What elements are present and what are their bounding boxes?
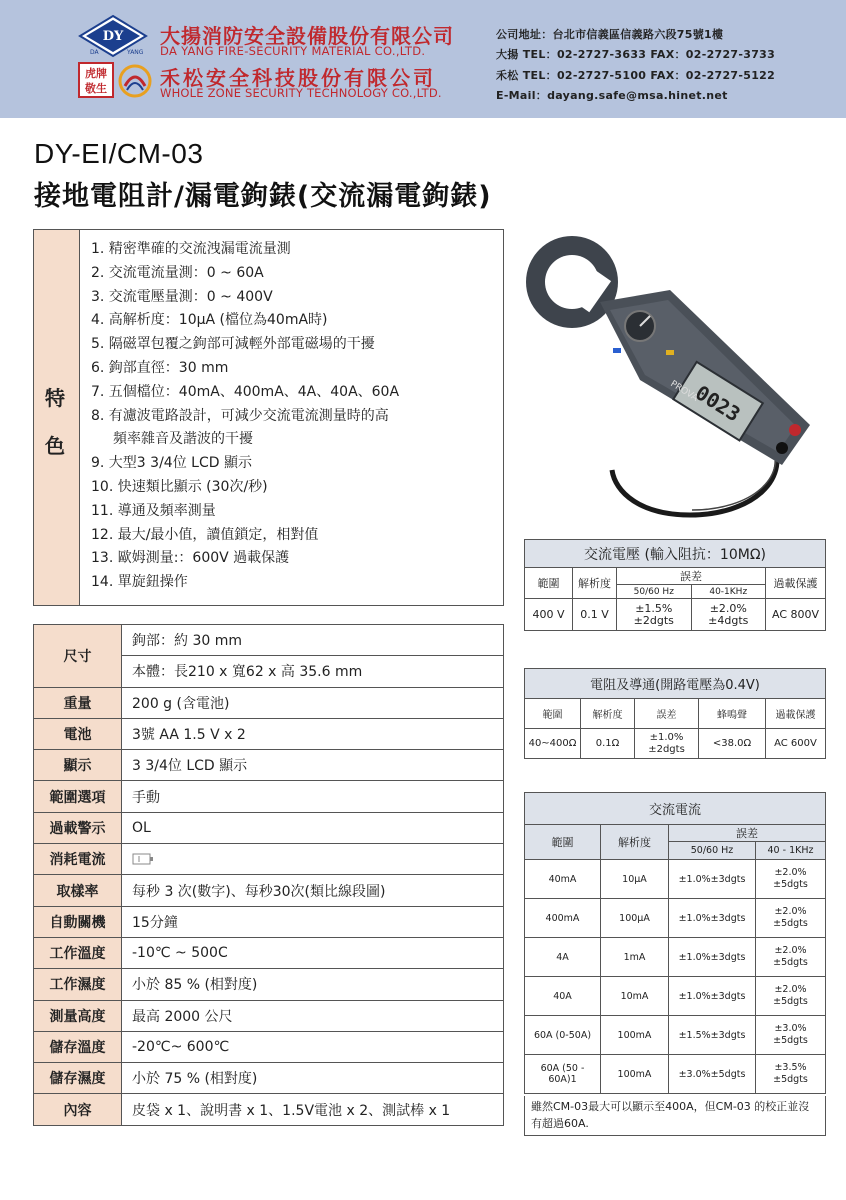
table-cell: 0.1Ω	[581, 729, 635, 759]
features-label-2: 色	[45, 434, 65, 458]
features-box	[33, 229, 504, 606]
spec-value: 200 g (含電池)	[122, 687, 504, 718]
table-cell: ±1.5%±3dgts	[669, 1016, 756, 1055]
model-number: DY-EI/CM-03	[34, 138, 204, 169]
spec-value: 3 3/4位 LCD 顯示	[122, 750, 504, 781]
dayang-phone: 大揚 TEL：02-2727-3633 FAX：02-2727-3733	[496, 48, 776, 61]
company-address: 公司地址：台北市信義區信義路六段75號1樓	[496, 28, 724, 41]
hesong-phone: 禾松 TEL：02-2727-5100 FAX：02-2727-5122	[496, 69, 776, 82]
spec-value: 15分鐘	[122, 906, 504, 937]
feature-item: 2. 交流電流量測：0 ~ 60A	[91, 264, 264, 281]
spec-row	[34, 844, 504, 875]
table-cell: ±3.5% ±5dgts	[756, 1055, 826, 1094]
spec-row	[34, 687, 504, 718]
col-header: 範圍	[525, 568, 573, 599]
table-cell: AC 600V	[766, 729, 826, 759]
tiger-seal-logo: 虎牌 敬生	[78, 62, 114, 98]
feature-item: 1. 精密準確的交流洩漏電流量測	[91, 241, 291, 257]
hesong-logo-icon	[117, 64, 153, 98]
product-title: 接地電阻計/漏電鉤錶(交流漏電鉤錶)	[34, 181, 492, 212]
table-cell: ±1.5% ±2dgts	[617, 599, 692, 631]
table-row	[525, 1055, 826, 1094]
features-label-1: 特	[45, 386, 65, 410]
ac-current-table	[524, 792, 826, 1094]
table-cell: 4A	[525, 938, 601, 977]
spec-row	[34, 969, 504, 1000]
spec-key: 取樣率	[34, 875, 122, 906]
spec-key: 測量高度	[34, 1000, 122, 1031]
spec-value: 小於 75 % (相對度)	[122, 1063, 504, 1094]
table-title-row	[525, 793, 826, 825]
table-header-row	[525, 699, 826, 729]
table-cell: ±1.0%±3dgts	[669, 938, 756, 977]
feature-item: 12. 最大/最小值，讀值鎖定，相對值	[91, 526, 319, 543]
col-header: 解析度	[581, 699, 635, 729]
spec-key: 儲存溫度	[34, 1031, 122, 1062]
spec-value: 每秒 3 次(數字)、每秒30次(類比線段圖)	[122, 875, 504, 906]
spec-value: 3號 AA 1.5 V x 2	[122, 718, 504, 749]
spec-key: 重量	[34, 687, 122, 718]
table-cell: 0.1 V	[573, 599, 617, 631]
table-cell: 100mA	[601, 1055, 669, 1094]
feature-item: 4. 高解析度：10μA (檔位為40mA時)	[91, 312, 328, 329]
spec-row	[34, 750, 504, 781]
col-header: 誤差	[635, 699, 699, 729]
col-header: 解析度	[601, 825, 669, 860]
table-cell: AC 800V	[766, 599, 826, 631]
spec-row	[34, 906, 504, 937]
spec-value: 手動	[122, 781, 504, 812]
table-row	[525, 938, 826, 977]
features-label-cell	[34, 230, 80, 605]
col-header: 過載保護	[766, 568, 826, 599]
spec-row	[34, 625, 504, 656]
table-title: 交流電壓 (輸入阻抗：10MΩ)	[525, 540, 826, 568]
table-cell: 1mA	[601, 938, 669, 977]
company-2-english: WHOLE ZONE SECURITY TECHNOLOGY CO.,LTD.	[160, 86, 442, 100]
feature-item: 14. 單旋鈕操作	[91, 574, 188, 591]
col-header: 40-1KHz	[691, 585, 765, 599]
table-cell: ±2.0% ±5dgts	[756, 977, 826, 1016]
table-cell: 60A (0-50A)	[525, 1016, 601, 1055]
table-cell: 10μA	[601, 860, 669, 899]
spec-row	[34, 1063, 504, 1094]
spec-value: -20℃~ 600℃	[122, 1031, 504, 1062]
spec-key: 工作溫度	[34, 937, 122, 968]
spec-key: 過載警示	[34, 812, 122, 843]
spec-key: 範圍選項	[34, 781, 122, 812]
dayang-logo-icon	[78, 14, 148, 58]
table-cell: ±1.0%±3dgts	[669, 899, 756, 938]
svg-text:0023: 0023	[691, 380, 745, 427]
feature-item: 13. 歐姆測量:：600V 過載保護	[91, 550, 290, 567]
svg-text:DA: DA	[90, 49, 99, 56]
col-header: 40 - 1KHz	[756, 842, 826, 860]
feature-item: 6. 鉤部直徑：30 mm	[91, 359, 229, 376]
spec-row	[34, 1031, 504, 1062]
feature-item: 11. 導通及頻率測量	[91, 502, 216, 519]
spec-row	[34, 812, 504, 843]
table-title: 電阻及導通(開路電壓為0.4V)	[525, 669, 826, 699]
battery-icon	[132, 853, 154, 865]
feature-item: 頻率雜音及諧波的干擾	[113, 431, 253, 448]
table-cell: 100mA	[601, 1016, 669, 1055]
svg-text:DY: DY	[102, 29, 124, 44]
ac-current-note: 雖然CM-03最大可以顯示至400A，但CM-03 的校正並沒有超過60A.	[524, 1096, 826, 1136]
table-header-row	[525, 568, 826, 585]
feature-item: 8. 有濾波電路設計，可減少交流電流測量時的高	[91, 407, 389, 424]
feature-item: 5. 隔磁罩包覆之鉤部可減輕外部電磁場的干擾	[91, 336, 375, 353]
table-title-row	[525, 540, 826, 568]
email: E-Mail：dayang.safe@msa.hinet.net	[496, 89, 728, 102]
table-row	[525, 860, 826, 899]
spec-value: OL	[122, 812, 504, 843]
table-cell: 40mA	[525, 860, 601, 899]
col-header: 蜂鳴聲	[699, 699, 766, 729]
letterhead	[0, 0, 846, 118]
feature-item: 10. 快速類比顯示 (30次/秒)	[91, 478, 268, 495]
spec-key: 顯示	[34, 750, 122, 781]
table-cell: ±1.0%±3dgts	[669, 860, 756, 899]
table-cell: ±2.0% ±5dgts	[756, 899, 826, 938]
table-row	[525, 977, 826, 1016]
company-2-name: 禾松安全科技股份有限公司	[160, 66, 436, 90]
spec-key: 尺寸	[34, 625, 122, 688]
table-cell: 100μA	[601, 899, 669, 938]
table-cell: ±3.0%±5dgts	[669, 1055, 756, 1094]
table-cell: 400mA	[525, 899, 601, 938]
spec-value: 皮袋 x 1、說明書 x 1、1.5V電池 x 2、測試棒 x 1	[122, 1094, 504, 1125]
spec-key: 自動關機	[34, 906, 122, 937]
table-cell: ±1.0%±3dgts	[669, 977, 756, 1016]
spec-key: 工作濕度	[34, 969, 122, 1000]
col-header: 50/60 Hz	[617, 585, 692, 599]
svg-text:YANG: YANG	[127, 49, 144, 56]
spec-row	[34, 1000, 504, 1031]
spec-key: 電池	[34, 718, 122, 749]
spec-row	[34, 718, 504, 749]
table-cell: 10mA	[601, 977, 669, 1016]
col-header: 50/60 Hz	[669, 842, 756, 860]
table-cell: 40A	[525, 977, 601, 1016]
spec-row	[34, 781, 504, 812]
spec-value	[122, 844, 504, 875]
table-cell: ±1.0% ±2dgts	[635, 729, 699, 759]
spec-value: 本體：長210 x 寬62 x 高 35.6 mm	[122, 656, 504, 687]
col-header: 解析度	[573, 568, 617, 599]
table-title-row	[525, 669, 826, 699]
feature-item: 9. 大型3 3/4位 LCD 顯示	[91, 455, 252, 472]
table-cell: 400 V	[525, 599, 573, 631]
spec-table	[33, 624, 504, 1126]
table-row	[525, 1016, 826, 1055]
table-cell: ±2.0% ±4dgts	[691, 599, 765, 631]
spec-value: 小於 85 % (相對度)	[122, 969, 504, 1000]
table-row	[525, 899, 826, 938]
table-cell: ±3.0% ±5dgts	[756, 1016, 826, 1055]
feature-item: 7. 五個檔位：40mA、400mA、4A、40A、60A	[91, 383, 400, 400]
table-cell: ±2.0% ±5dgts	[756, 860, 826, 899]
clamp-meter-photo	[520, 230, 830, 530]
col-header: 誤差	[669, 825, 826, 842]
table-cell: ±2.0% ±5dgts	[756, 938, 826, 977]
ac-voltage-table	[524, 539, 826, 631]
table-cell: 40~400Ω	[525, 729, 581, 759]
spec-row	[34, 875, 504, 906]
spec-value: -10℃ ~ 500C	[122, 937, 504, 968]
spec-row	[34, 937, 504, 968]
col-header: 範圍	[525, 825, 601, 860]
features-list	[91, 238, 399, 595]
spec-key: 內容	[34, 1094, 122, 1125]
table-row	[525, 729, 826, 759]
col-header: 誤差	[617, 568, 766, 585]
table-cell: <38.0Ω	[699, 729, 766, 759]
spec-row	[34, 1094, 504, 1125]
spec-key: 儲存濕度	[34, 1063, 122, 1094]
spec-key: 消耗電流	[34, 844, 122, 875]
company-1-name: 大揚消防安全設備股份有限公司	[160, 24, 454, 48]
spec-value: 鉤部：約 30 mm	[122, 625, 504, 656]
svg-text:PROVA: PROVA	[668, 379, 700, 404]
col-header: 過載保護	[766, 699, 826, 729]
col-header: 範圍	[525, 699, 581, 729]
company-1-english: DA YANG FIRE-SECURITY MATERIAL CO.,LTD.	[160, 44, 426, 58]
table-title: 交流電流	[525, 793, 826, 825]
table-row	[525, 599, 826, 631]
table-header-row	[525, 825, 826, 842]
feature-item: 3. 交流電壓量測：0 ~ 400V	[91, 288, 273, 305]
table-cell: 60A (50 - 60A)1	[525, 1055, 601, 1094]
resistance-table	[524, 668, 826, 759]
spec-value: 最高 2000 公尺	[122, 1000, 504, 1031]
